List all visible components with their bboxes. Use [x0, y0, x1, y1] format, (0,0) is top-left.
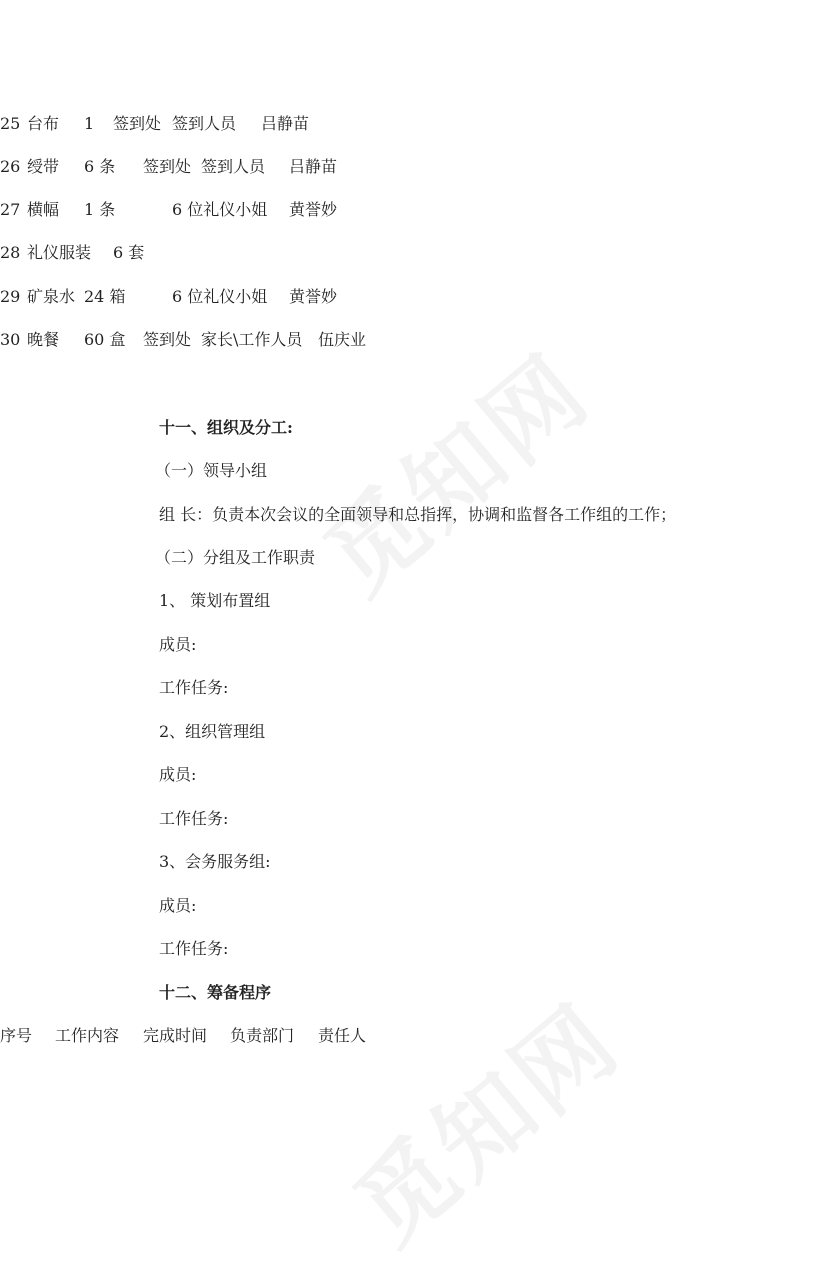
- group3-members: 成员:: [159, 896, 197, 915]
- item-user: 签到人员: [201, 157, 266, 176]
- column-header: 工作内容: [55, 1026, 120, 1045]
- item-name: 晚餐: [27, 330, 60, 349]
- item-name: 台布: [27, 114, 60, 133]
- leadership-group-heading: （一）领导小组: [155, 461, 268, 480]
- section-12-heading: 十二、筹备程序: [159, 983, 272, 1002]
- group3-tasks: 工作任务:: [159, 939, 229, 958]
- group1-title: 1、 策划布置组: [159, 591, 271, 610]
- row-number: 25: [0, 114, 21, 133]
- row-number: 27: [0, 200, 21, 219]
- table-row: [0, 287, 700, 307]
- group-leader-duty: 组 长：负责本次会议的全面领导和总指挥，协调和监督各工作组的工作；: [159, 505, 677, 524]
- item-name: 横幅: [27, 200, 60, 219]
- group3-title: 3、会务服务组:: [159, 852, 271, 871]
- item-qty: 1 条: [84, 200, 116, 219]
- item-qty: 6 套: [113, 243, 145, 262]
- table-row: [0, 330, 700, 350]
- item-qty: 6 条: [84, 157, 116, 176]
- sub-groups-heading: （二）分组及工作职责: [155, 548, 316, 567]
- column-header: 完成时间: [143, 1026, 208, 1045]
- item-owner: 吕静苗: [289, 157, 338, 176]
- item-name: 礼仪服装: [27, 243, 92, 262]
- row-number: 26: [0, 157, 21, 176]
- column-header: 负责部门: [230, 1026, 295, 1045]
- item-place: 签到处: [143, 330, 192, 349]
- item-user: 签到人员: [172, 114, 237, 133]
- column-header: 序号: [0, 1026, 33, 1045]
- group2-tasks: 工作任务:: [159, 809, 229, 828]
- item-owner: 黄誉妙: [289, 287, 338, 306]
- item-name: 矿泉水: [27, 287, 76, 306]
- group1-tasks: 工作任务:: [159, 678, 229, 697]
- row-number: 28: [0, 243, 21, 262]
- item-name: 绶带: [27, 157, 60, 176]
- row-number: 30: [0, 330, 21, 349]
- column-header: 责任人: [318, 1026, 367, 1045]
- table-row: [0, 157, 700, 177]
- item-owner: 黄誉妙: [289, 200, 338, 219]
- item-place: 签到处: [143, 157, 192, 176]
- schedule-table-header: [0, 1026, 700, 1046]
- item-place: 签到处: [113, 114, 162, 133]
- item-owner: 伍庆业: [318, 330, 367, 349]
- group2-title: 2、组织管理组: [159, 722, 266, 741]
- table-row: [0, 114, 700, 134]
- watermark: [292, 318, 614, 620]
- item-owner: 吕静苗: [261, 114, 310, 133]
- item-user: 6 位礼仪小姐: [172, 287, 268, 306]
- watermark: [322, 968, 644, 1269]
- row-number: 29: [0, 287, 21, 306]
- group2-members: 成员:: [159, 765, 197, 784]
- table-row: [0, 243, 700, 263]
- item-qty: 60 盒: [84, 330, 126, 349]
- item-qty: 24 箱: [84, 287, 126, 306]
- group1-members: 成员:: [159, 635, 197, 654]
- item-qty: 1: [84, 114, 95, 133]
- section-11-heading: 十一、组织及分工:: [159, 418, 293, 437]
- item-user: 6 位礼仪小姐: [172, 200, 268, 219]
- table-row: [0, 200, 700, 220]
- item-user: 家长\工作人员: [201, 330, 303, 349]
